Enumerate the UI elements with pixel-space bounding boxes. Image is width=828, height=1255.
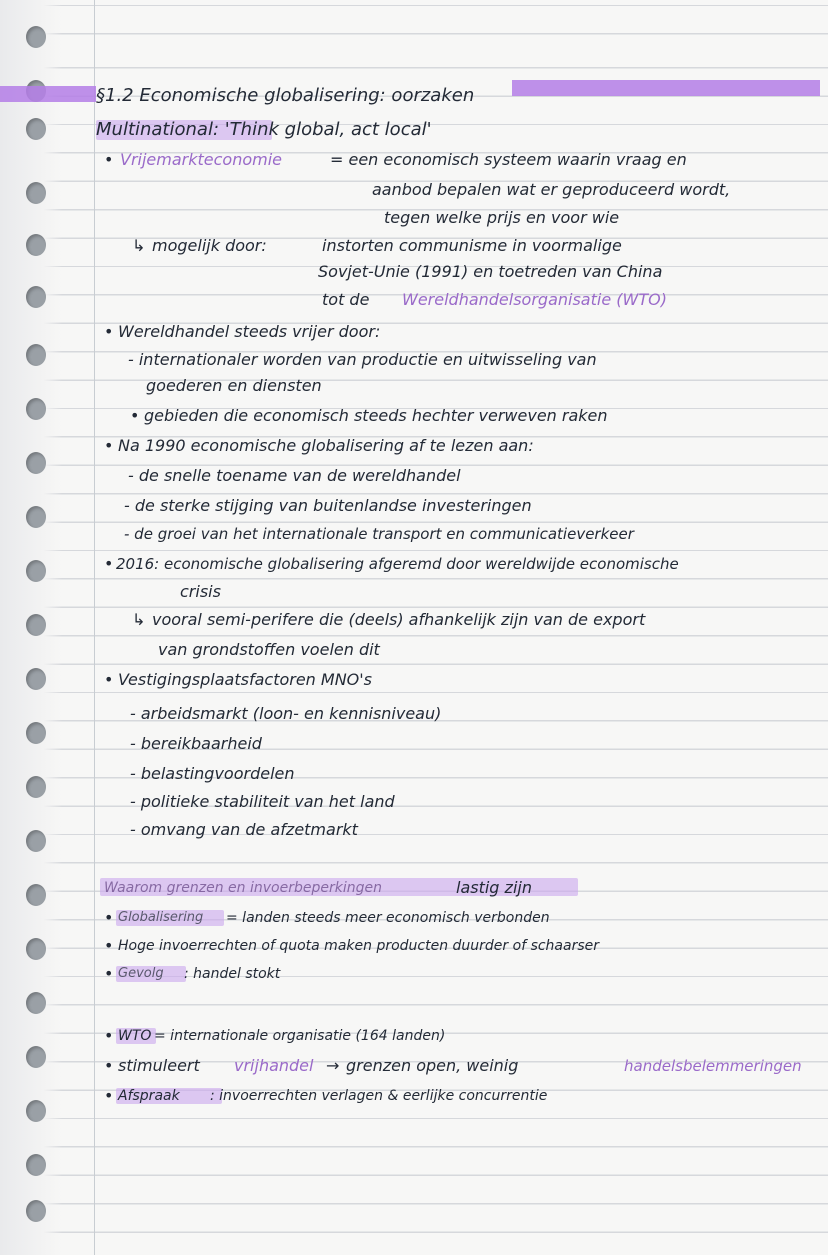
arrow-icon: ↳ xyxy=(132,610,146,629)
term-globalisering: Globalisering xyxy=(118,910,204,925)
margin-line xyxy=(94,0,95,1255)
section-title-end: lastig zijn xyxy=(456,878,532,897)
wto-text: = internationale organisatie (164 landen) xyxy=(154,1028,446,1044)
term-wto-heading: WTO xyxy=(118,1028,152,1044)
crisis-line: 2016: economische globalisering afgeremd door wereldwijde economische xyxy=(116,555,679,573)
section-title-faded: Waarom grenzen en invoerbeperkingen xyxy=(104,880,382,896)
binder-hole xyxy=(26,884,46,906)
list-item: gebieden die economisch steeds hechter verweven raken xyxy=(144,406,608,425)
binder-hole xyxy=(26,118,46,140)
section-title: Na 1990 economische globalisering af te lezen aan: xyxy=(118,436,534,455)
definition-line: aanbod bepalen wat er geproduceerd wordt, xyxy=(372,180,731,199)
binder-hole xyxy=(26,398,46,420)
bullet-icon: • xyxy=(104,908,114,927)
wto-middle: grenzen open, weinig xyxy=(346,1056,519,1075)
list-item: - de snelle toename van de wereldhandel xyxy=(128,466,461,485)
afspraak-text: : invoerrechten verlagen & eerlijke concurrentie xyxy=(210,1088,548,1104)
bullet-icon: • xyxy=(104,936,114,955)
invoer-text: Hoge invoerrechten of quota maken producten duurder of schaarser xyxy=(118,938,600,954)
list-item: - de sterke stijging van buitenlandse investeringen xyxy=(124,496,532,515)
term-gevolg: Gevolg xyxy=(118,966,164,981)
bullet-icon: • xyxy=(104,436,114,455)
bullet-icon: • xyxy=(104,1026,114,1045)
bullet-icon: • xyxy=(104,1056,114,1075)
term-afspraak: Afspraak xyxy=(118,1088,180,1104)
binder-hole xyxy=(26,286,46,308)
cause-line-prefix: tot de xyxy=(322,290,370,309)
list-item: - politieke stabiliteit van het land xyxy=(130,792,395,811)
binder-hole xyxy=(26,776,46,798)
binder-hole xyxy=(26,938,46,960)
bullet-icon: • xyxy=(104,322,114,341)
section-title: Wereldhandel steeds vrijer door: xyxy=(118,322,381,341)
term-handelsbelemmeringen: handelsbelemmeringen xyxy=(624,1057,802,1075)
cause-line: instorten communisme in voormalige xyxy=(322,236,622,255)
binder-hole xyxy=(26,722,46,744)
list-item: - omvang van de afzetmarkt xyxy=(130,820,358,839)
wto-prefix: stimuleert xyxy=(118,1056,200,1075)
bullet-icon: • xyxy=(104,964,114,983)
heading-highlight-left xyxy=(0,86,96,102)
binder-hole xyxy=(26,452,46,474)
binder-hole xyxy=(26,560,46,582)
crisis-note: van grondstoffen voelen dit xyxy=(158,640,380,659)
list-item: - de groei van het internationale transport en communicatieverkeer xyxy=(124,525,634,543)
binder-hole xyxy=(26,506,46,528)
crisis-note: vooral semi-perifere die (deels) afhankelijk zijn van de export xyxy=(152,610,646,629)
globalisering-text: = landen steeds meer economisch verbonden xyxy=(226,910,550,926)
arrow-icon: ↳ xyxy=(132,236,146,255)
list-item: - arbeidsmarkt (loon- en kennisniveau) xyxy=(130,704,442,723)
list-item: - belastingvoordelen xyxy=(130,764,295,783)
term-vrijhandel: vrijhandel xyxy=(234,1056,314,1075)
bullet-icon: • xyxy=(130,406,140,425)
bullet-icon: • xyxy=(104,1086,114,1105)
page-heading: §1.2 Economische globalisering: oorzaken xyxy=(96,85,475,106)
binder-hole xyxy=(26,830,46,852)
definition-line: = een economisch systeem waarin vraag en xyxy=(330,150,687,169)
binder-hole xyxy=(26,1154,46,1176)
term-vrijemarkteconomie: Vrijemarkteconomie xyxy=(120,150,282,169)
subheading: Multinational: 'Think global, act local' xyxy=(96,119,432,140)
binder-hole xyxy=(26,182,46,204)
list-item: - internationaler worden van productie en uitwisseling van xyxy=(128,350,597,369)
binder-hole xyxy=(26,1046,46,1068)
list-item: - bereikbaarheid xyxy=(130,734,262,753)
binder-hole xyxy=(26,1100,46,1122)
section-title: Vestigingsplaatsfactoren MNO's xyxy=(118,670,373,689)
cause-line: Sovjet-Unie (1991) en toetreden van China xyxy=(318,262,663,281)
gevolg-text: : handel stokt xyxy=(184,966,281,982)
bullet-icon: • xyxy=(104,150,114,169)
crisis-line: crisis xyxy=(180,582,221,601)
binder-hole xyxy=(26,26,46,48)
binder-hole xyxy=(26,344,46,366)
arrow-icon: → xyxy=(326,1056,340,1075)
cause-label: mogelijk door: xyxy=(152,236,267,255)
definition-line: tegen welke prijs en voor wie xyxy=(384,208,620,227)
binder-hole xyxy=(26,668,46,690)
bullet-icon: • xyxy=(104,670,114,689)
binder-hole xyxy=(26,234,46,256)
term-wto: Wereldhandelsorganisatie (WTO) xyxy=(402,290,667,309)
bullet-icon: • xyxy=(104,554,114,573)
heading-highlight-right xyxy=(512,80,820,96)
binder-hole xyxy=(26,1200,46,1222)
list-item: goederen en diensten xyxy=(146,376,322,395)
binder-hole xyxy=(26,614,46,636)
binder-hole xyxy=(26,992,46,1014)
